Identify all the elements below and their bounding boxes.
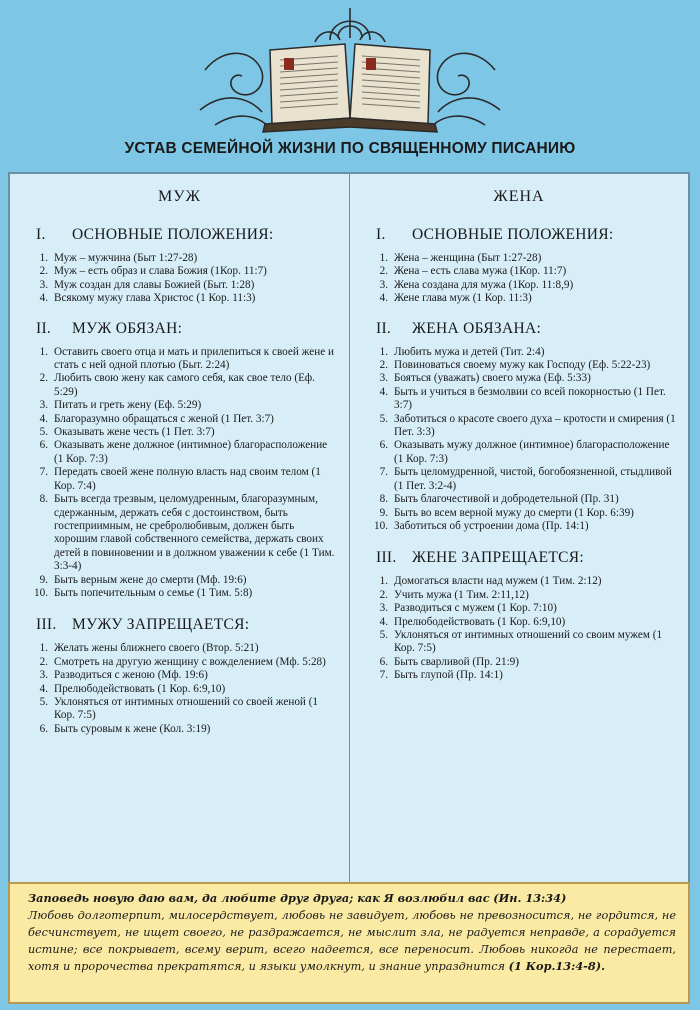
list-item-number: 4. [39, 292, 48, 305]
list-item [364, 656, 678, 669]
list-item-number: 9. [39, 573, 48, 586]
list-item-text: Быть глупой (Пр. 14:1) [394, 669, 503, 682]
list-item [24, 466, 339, 493]
list-item-text: Учить мужа (1 Тим. 2:11,12) [394, 588, 529, 601]
list-item-number: 1. [39, 642, 48, 655]
list-item-text: Жена – есть слава мужа (1Кор. 11:7) [394, 265, 567, 278]
list-item-number: 3. [379, 602, 388, 615]
list-item-number: 1. [379, 345, 388, 358]
list-item-number: 8. [39, 493, 48, 506]
list-item-number: 2. [379, 359, 388, 372]
list-item-number: 10. [34, 586, 48, 599]
list-item-text: Жене глава муж (1 Кор. 11:3) [394, 292, 532, 305]
wife-heading: ЖЕНА [493, 188, 545, 205]
list-item-text: Уклоняться от интимных отношений со своей женой (1 Кор. 7:5) [54, 695, 319, 722]
list-item-text: Любить свою жену как самого себя, как свое тело (Еф. 5:29) [54, 372, 315, 398]
list-item-text: Быть верным жене до смерти (Мф. 19:6) [54, 573, 247, 586]
list-item [24, 656, 339, 669]
list-item-number: 2. [379, 588, 388, 601]
wife-section-3-list [350, 575, 688, 682]
list-item-number: 6. [39, 722, 48, 735]
list-item [24, 696, 339, 723]
list-item-text: Передать своей жене полную власть над своим телом (1 Кор. 7:4) [54, 466, 321, 492]
list-item-text: Оказывать мужу должное (интимное) благорасположение (1 Кор. 7:3) [394, 439, 670, 465]
list-item-number: 6. [39, 439, 48, 452]
wife-section-2-title: II. ЖЕНА ОБЯЗАНА: [376, 319, 542, 337]
list-item-number: 5. [379, 412, 388, 425]
list-item [364, 346, 678, 359]
quote-heading-line [28, 890, 676, 907]
husband-column [10, 174, 350, 882]
list-item-text: Заботиться об устроении дома (Пр. 14:1) [394, 519, 589, 532]
list-item-text: Муж – мужчина (Быт 1:27-28) [54, 252, 198, 264]
list-item [364, 616, 678, 629]
list-item-text: Желать жены ближнего своего (Втор. 5:21) [54, 642, 259, 655]
wife-section-1-title: I. ОСНОВНЫЕ ПОЛОЖЕНИЯ: [376, 226, 614, 243]
list-item [24, 279, 339, 292]
list-item-number: 5. [379, 628, 388, 641]
list-item-text: Прелюбодействовать (1 Кор. 6:9,10) [54, 682, 226, 695]
husband-section-1-list [10, 252, 349, 306]
list-item [24, 723, 339, 736]
quote-body-ref: (1 Кор.13:4-8). [508, 959, 606, 973]
husband-section-2-title: II. МУЖ ОБЯЗАН: [36, 319, 183, 337]
list-item-text: Оставить своего отца и мать и прилепиться к своей жене и стать с ней одной плотью (Быт. 2:24) [54, 345, 334, 372]
list-item-number: 4. [39, 412, 48, 425]
list-item [364, 629, 678, 656]
list-item [364, 252, 678, 265]
husband-heading: МУЖ [158, 188, 201, 205]
list-item-number: 3. [39, 669, 48, 682]
list-item-number: 2. [39, 265, 48, 278]
list-item-text: Оказывать жене честь (1 Пет. 3:7) [54, 426, 215, 439]
list-item [364, 413, 678, 440]
list-item [364, 520, 678, 533]
list-item-text: Быть благочестивой и добродетельной (Пр. 31) [394, 493, 619, 506]
quote-heading: Заповедь новую даю вам, да любите друг друга; как Я возлюбил вас [28, 891, 490, 905]
list-item [24, 642, 339, 655]
husband-section-1-title: I. ОСНОВНЫЕ ПОЛОЖЕНИЯ: [36, 226, 274, 243]
wife-column [350, 174, 688, 882]
list-item-text: Любить мужа и детей (Тит. 2:4) [394, 345, 545, 358]
list-item-number: 3. [379, 372, 388, 385]
list-item [364, 602, 678, 615]
list-item-number: 7. [379, 669, 388, 682]
list-item-text: Бояться (уважать) своего мужа (Еф. 5:33) [394, 372, 591, 385]
list-item [364, 359, 678, 372]
list-item-number: 2. [379, 265, 388, 278]
list-item [24, 439, 339, 466]
list-item [24, 426, 339, 439]
list-item [364, 507, 678, 520]
list-item-text: Разводиться с женою (Мф. 19:6) [54, 669, 208, 682]
list-item-number: 5. [39, 426, 48, 439]
list-item-number: 1. [379, 575, 388, 588]
list-item-number: 8. [379, 493, 388, 506]
list-item-text: Быть попечительным о семье (1 Тим. 5:8) [54, 586, 253, 599]
list-item [364, 292, 678, 305]
rules-panel [8, 172, 690, 884]
list-item-text: Повиноваться своему мужу как Господу (Еф. 5:22-23) [394, 359, 651, 372]
list-item [364, 575, 678, 588]
list-item [24, 399, 339, 412]
list-item-number: 5. [39, 695, 48, 708]
list-item [364, 589, 678, 602]
list-item [364, 493, 678, 506]
list-item-text: Муж создан для славы Божией (Быт. 1:28) [54, 278, 255, 291]
list-item-number: 4. [379, 385, 388, 398]
wife-section-1-list [350, 252, 688, 306]
list-item-text: Быть суровым к жене (Кол. 3:19) [54, 722, 211, 735]
quote-heading-ref: (Ин. 13:34) [493, 891, 567, 905]
list-item [24, 493, 339, 573]
list-item-text: Прелюбодействовать (1 Кор. 6:9,10) [394, 615, 566, 628]
list-item [364, 669, 678, 682]
list-item-text: Жена – женщина (Быт 1:27-28) [394, 252, 542, 264]
list-item-text: Уклоняться от интимных отношений со своим мужем (1 Кор. 7:5) [394, 628, 663, 655]
husband-section-3-list [10, 642, 349, 736]
list-item [364, 386, 678, 413]
list-item [24, 669, 339, 682]
list-item [364, 372, 678, 385]
page-title: УСТАВ СЕМЕЙНОЙ ЖИЗНИ ПО СВЯЩЕННОМУ ПИСАНИЮ [124, 140, 576, 157]
list-item [24, 372, 339, 399]
list-item-text: Благоразумно обращаться с женой (1 Пет. 3:7) [54, 412, 274, 425]
list-item [364, 466, 678, 493]
list-item-text: Быть во всем верной мужу до смерти (1 Кор. 6:39) [394, 506, 634, 519]
list-item [364, 265, 678, 278]
list-item [24, 683, 339, 696]
list-item [364, 439, 678, 466]
open-book-ornament [0, 0, 700, 140]
list-item-text: Разводиться с мужем (1 Кор. 7:10) [394, 602, 557, 615]
list-item-number: 6. [379, 439, 388, 452]
list-item [364, 279, 678, 292]
list-item-number: 10. [374, 519, 388, 532]
list-item-number: 4. [39, 682, 48, 695]
list-item-number: 6. [379, 655, 388, 668]
wife-section-3-title: III. ЖЕНЕ ЗАПРЕЩАЕТСЯ: [376, 549, 584, 567]
list-item-text: Быть сварливой (Пр. 21:9) [394, 655, 520, 668]
list-item [24, 587, 339, 600]
list-item-text: Быть всегда трезвым, целомудренным, благоразумным, сдержанным, держать себя с достоинством, быть гостеприимным, не сребролюбивым, должен быть хорошим главой собственного семейства, держать своих детей в повиновении и в должном уважении к себе (1 Тим. 3:3-4) [54, 493, 335, 573]
list-item-text: Питать и греть жену (Еф. 5:29) [54, 399, 202, 412]
list-item-text: Заботиться о красоте своего духа – кротости и смирения (1 Пет. 3:3) [394, 412, 676, 439]
quote-body-block [28, 907, 676, 975]
list-item-text: Домогаться власти над мужем (1 Тим. 2:12) [394, 575, 602, 588]
list-item [24, 574, 339, 587]
list-item [24, 346, 339, 373]
list-item-text: Муж – есть образ и слава Божия (1Кор. 11:7) [54, 265, 267, 278]
list-item-number: 2. [39, 372, 48, 385]
list-item-number: 1. [39, 252, 48, 264]
husband-section-2-list [10, 346, 349, 601]
list-item-number: 3. [39, 278, 48, 291]
list-item-number: 7. [39, 466, 48, 479]
list-item-text: Смотреть на другую женщину с вожделением (Мф. 5:28) [54, 655, 326, 668]
list-item-number: 4. [379, 292, 388, 305]
list-item-text: Оказывать жене должное (интимное) благорасположение (1 Кор. 7:3) [54, 439, 328, 465]
list-item [24, 413, 339, 426]
list-item-number: 3. [39, 399, 48, 412]
list-item-number: 9. [379, 506, 388, 519]
list-item [24, 292, 339, 305]
list-item-text: Быть и учиться в безмолвии со всей покорностью (1 Пет. 3:7) [394, 385, 666, 412]
list-item-number: 4. [379, 615, 388, 628]
list-item [24, 252, 339, 265]
list-item-text: Быть целомудренной, чистой, богобоязненной, стыдливой (1 Пет. 3:2-4) [394, 466, 672, 492]
quote-body: Любовь долготерпит, милосердствует, любовь не завидует, любовь не превозносится, не гордится, не бесчинствует, не ищет своего, не раздражается, не мыслит зла, не радуется неправде, а сорадуется истине; все покрывает, всему верит, всего надеется, все переносит. Любовь никогда не перестает, хотя и пророчества прекратятся, и языки умолкнут, и знание упразднится [28, 909, 676, 973]
list-item-number: 7. [379, 466, 388, 479]
wife-section-2-list [350, 346, 688, 534]
list-item-number: 2. [39, 655, 48, 668]
scripture-quote-box [8, 882, 690, 1004]
list-item-number: 3. [379, 278, 388, 291]
list-item-text: Всякому мужу глава Христос (1 Кор. 11:3) [54, 292, 256, 305]
husband-section-3-title: III. МУЖУ ЗАПРЕЩАЕТСЯ: [36, 616, 250, 634]
list-item-text: Жена создана для мужа (1Кор. 11:8,9) [394, 278, 574, 291]
list-item-number: 1. [39, 345, 48, 358]
list-item [24, 265, 339, 278]
list-item-number: 1. [379, 252, 388, 264]
